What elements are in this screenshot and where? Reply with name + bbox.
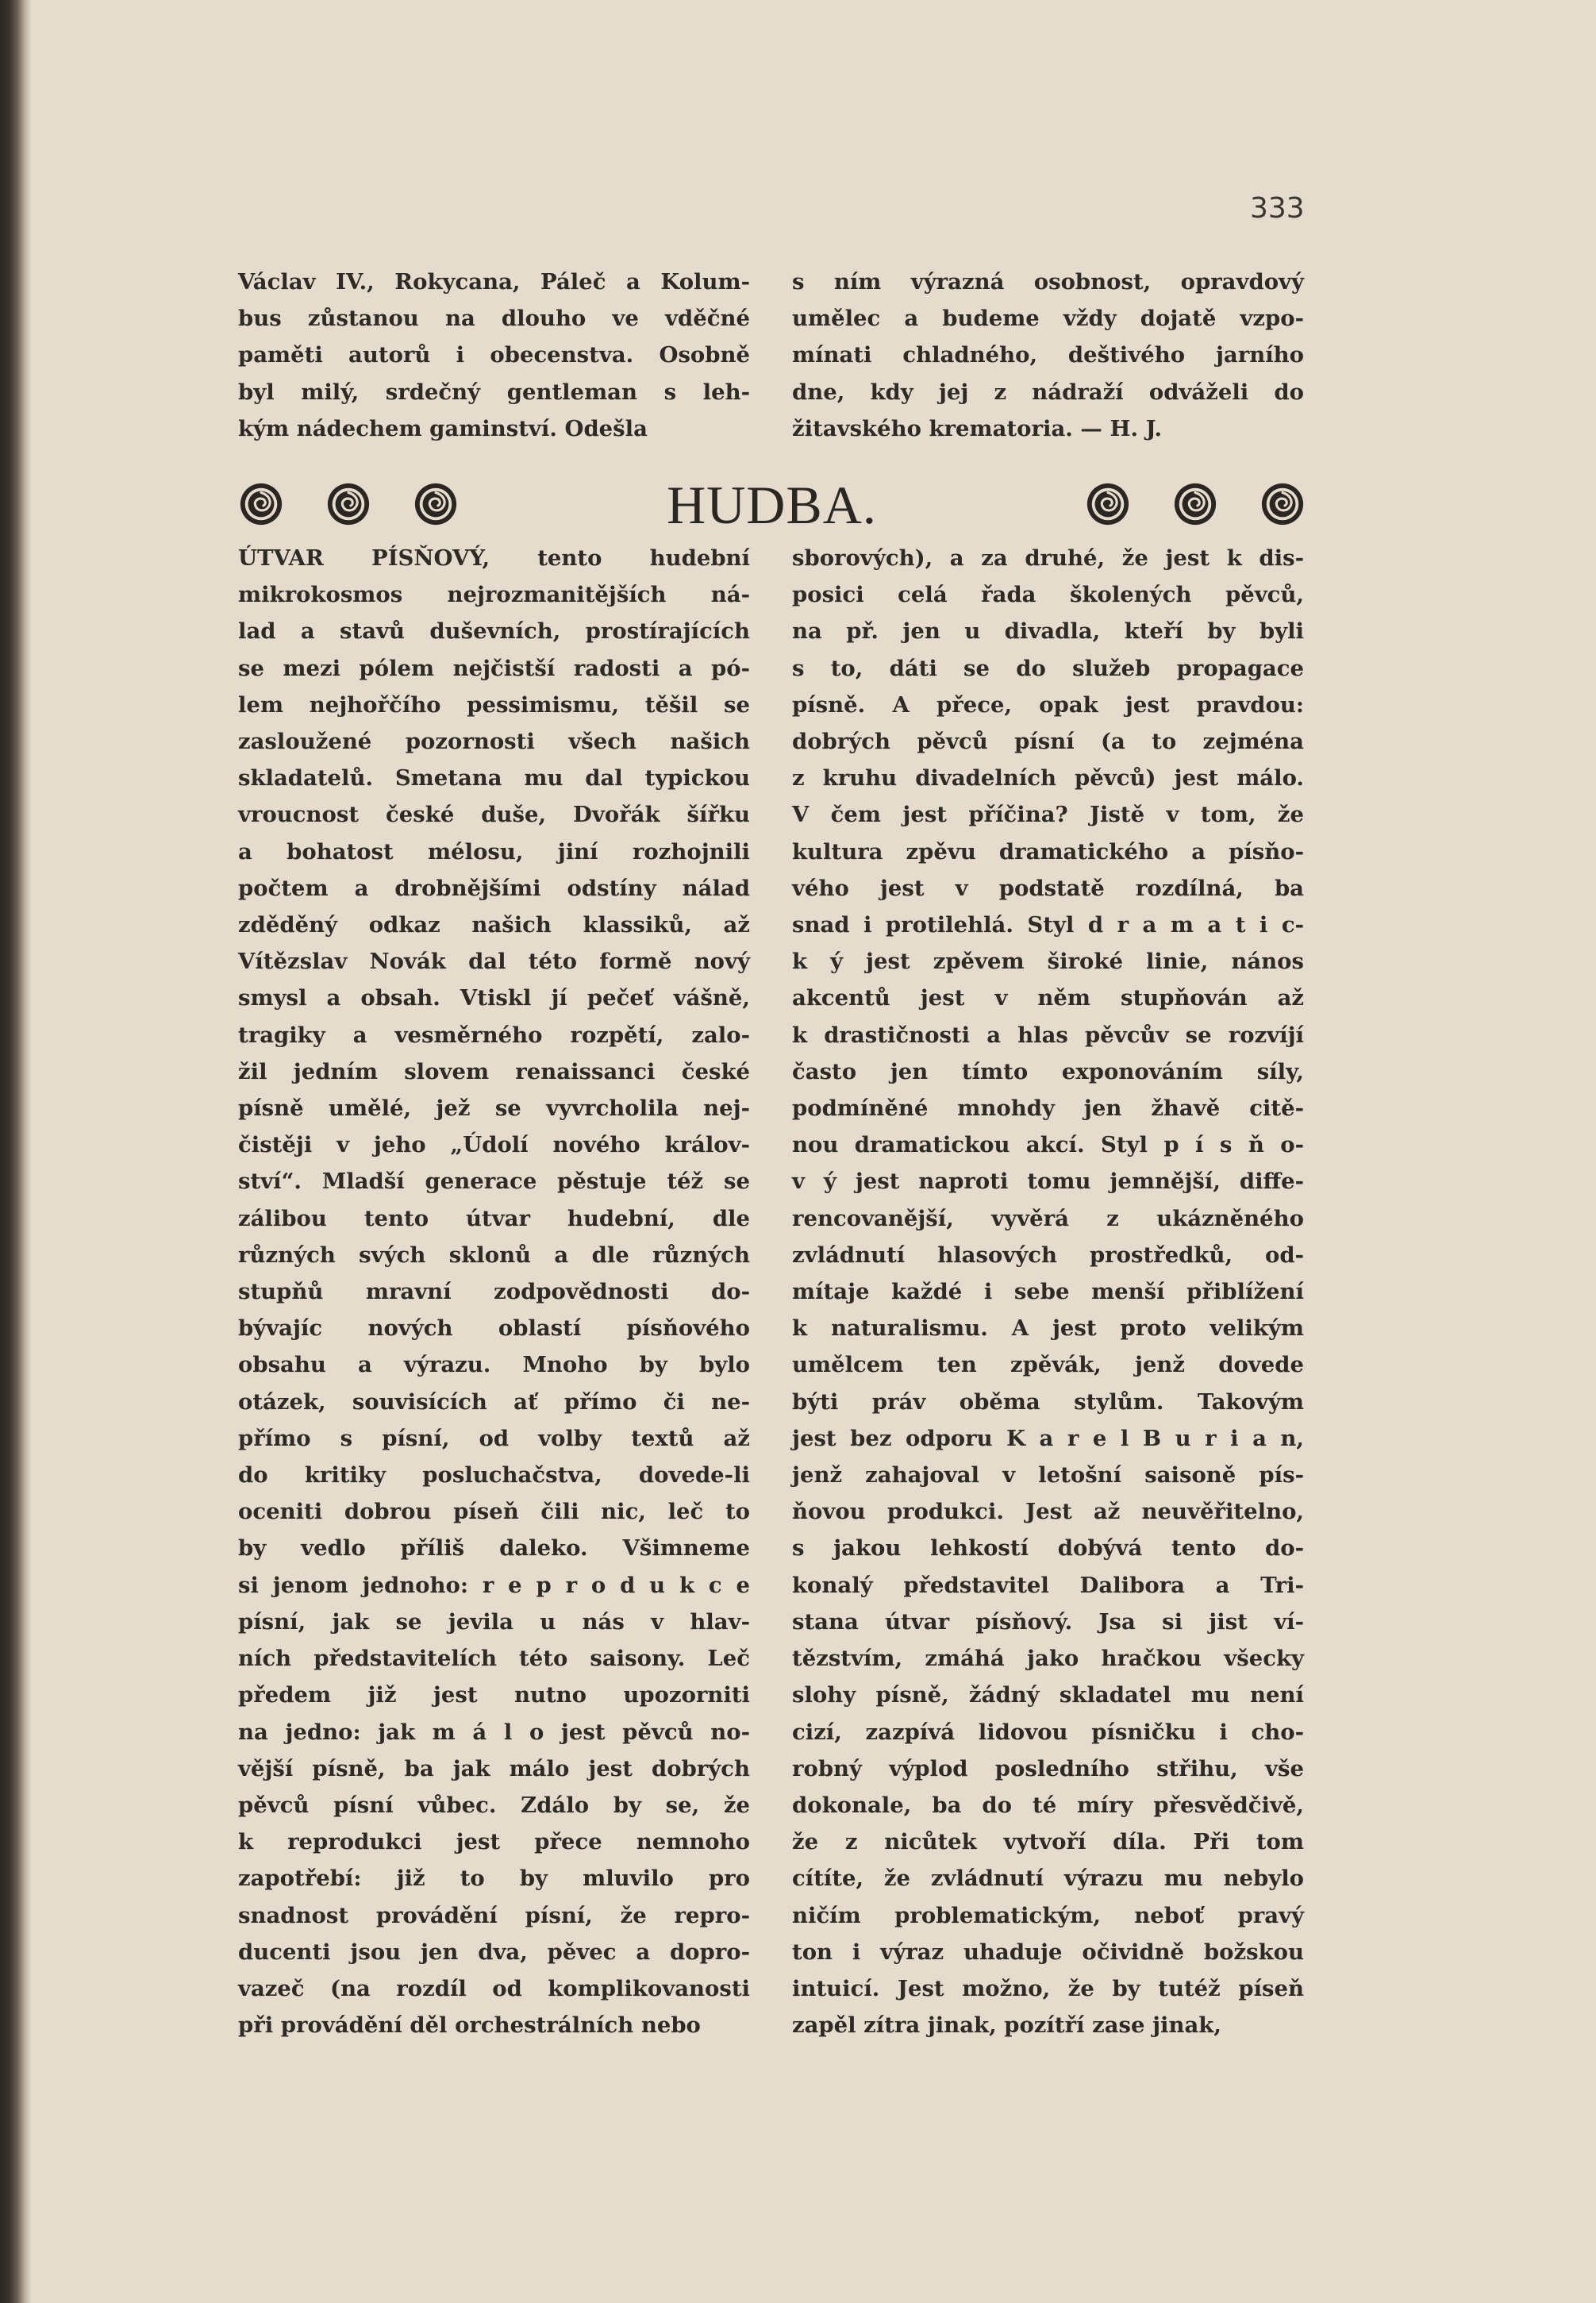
text-line: písně umělé, jež se vyvrcholila nej- — [238, 1096, 750, 1122]
text-line: cítíte, že zvládnutí výrazu mu nebylo — [792, 1866, 1304, 1892]
text-line: slohy písně, žádný skladatel mu není — [792, 1682, 1304, 1708]
text-line: při provádění děl orchestrálních nebo — [238, 2012, 701, 2039]
text-line: že z nicůtek vytvoří díla. Při tom — [792, 1829, 1304, 1855]
text-line: žil jedním slovem renaissanci české — [238, 1058, 750, 1084]
text-line: bývajíc nových oblastí písňového — [238, 1315, 750, 1342]
text-line: různých svých sklonů a dle různých — [238, 1242, 750, 1268]
text-line: předem již jest nutno upozorniti — [238, 1682, 750, 1708]
book-spine-shadow — [0, 0, 32, 2303]
text-line: často jen tímto exponováním síly, — [792, 1058, 1304, 1084]
text-line: smysl a obsah. Vtiskl jí pečeť vášně, — [238, 985, 750, 1011]
text-line: akcentů jest v něm stupňován až — [792, 985, 1304, 1011]
text-line: tězstvím, zmáhá jako hračkou všecky — [792, 1646, 1304, 1672]
text-line: počtem a drobnějšími odstíny nálad — [238, 875, 750, 901]
text-line: konalý představitel Dalibora a Tri- — [792, 1572, 1304, 1598]
text-line: vazeč (na rozdíl od komplikovanosti — [238, 1975, 750, 2001]
text-line: robný výplod posledního střihu, vše — [792, 1755, 1304, 1781]
text-line: ton i výraz uhaduje očividně božskou — [792, 1939, 1304, 1965]
text-line: ÚTVAR PÍSŇOVÝ, tento hudební — [238, 545, 750, 571]
text-line: jest bez odporu K a r e l B u r i a n, — [792, 1425, 1304, 1451]
text-line: stupňů mravní zodpovědnosti do- — [238, 1279, 750, 1305]
text-line: paměti autorů i obecenstva. Osobně — [238, 342, 750, 368]
text-line: s ním výrazná osobnost, opravdový — [792, 269, 1304, 295]
text-line: stana útvar písňový. Jsa si jist ví- — [792, 1608, 1304, 1635]
text-line: V čem jest příčina? Jistě v tom, že — [792, 802, 1304, 828]
text-line: a bohatost mélosu, jiní rozhojnili — [238, 838, 750, 865]
text-line: dokonale, ba do té míry přesvědčivě, — [792, 1792, 1304, 1818]
text-line: k drastičnosti a hlas pěvcův se rozvíjí — [792, 1022, 1304, 1048]
text-line: snadnost provádění písní, že repro- — [238, 1902, 750, 1928]
text-line: na jedno: jak m á l o jest pěvců no- — [238, 1719, 750, 1745]
section-heading-row — [238, 473, 1306, 537]
text-line: vého jest v podstatě rozdílná, ba — [792, 875, 1304, 901]
text-line: do kritiky posluchačstva, dovede-li — [238, 1462, 750, 1488]
text-line: k naturalismu. A jest proto velikým — [792, 1315, 1304, 1342]
text-line: nou dramatickou akcí. Styl p í s ň o- — [792, 1132, 1304, 1158]
text-line: se mezi pólem nejčistší radosti a pó- — [238, 655, 750, 681]
text-line: umělec a budeme vždy dojatě vzpo- — [792, 306, 1304, 332]
text-line: snad i protilehlá. Styl d r a m a t i c- — [792, 912, 1304, 938]
text-line: vější písně, ba jak málo jest dobrých — [238, 1755, 750, 1781]
text-line: dne, kdy jej z nádraží odváželi do — [792, 379, 1304, 405]
rosette-icon — [1085, 481, 1131, 527]
text-line: tragiky a vesměrného rozpětí, zalo- — [238, 1022, 750, 1048]
text-line: v ý jest naproti tomu jemnější, diffe- — [792, 1169, 1304, 1195]
text-line: lad a stavů duševních, prostírajících — [238, 618, 750, 645]
text-line: ství“. Mladší generace pěstuje též se — [238, 1169, 750, 1195]
text-line: jenž zahajoval v letošní saisoně pís- — [792, 1462, 1304, 1488]
page-number: 333 — [1250, 192, 1305, 225]
text-line: si jenom jednoho: r e p r o d u k c e — [238, 1572, 750, 1598]
text-line: z kruhu divadelních pěvců) jest málo. — [792, 765, 1304, 791]
rosette-icon — [1172, 481, 1218, 527]
text-line: žitavského krematoria. — H. J. — [792, 415, 1163, 441]
text-line: býti práv oběma stylům. Takovým — [792, 1388, 1304, 1415]
text-line: otázek, souvisících ať přímo či ne- — [238, 1388, 750, 1415]
text-line: s jakou lehkostí dobývá tento do- — [792, 1535, 1304, 1562]
text-line: vroucnost české duše, Dvořák šířku — [238, 802, 750, 828]
text-line: kým nádechem gaminství. Odešla — [238, 415, 648, 441]
text-line: Václav IV., Rokycana, Páleč a Kolum- — [238, 269, 750, 295]
top-left-column — [238, 264, 750, 447]
text-line: podmíněné mnohdy jen žhavě citě- — [792, 1096, 1304, 1122]
text-line: oceniti dobrou píseň čili nic, leč to — [238, 1499, 750, 1525]
text-line: zálibou tento útvar hudební, dle — [238, 1205, 750, 1231]
text-line: k reprodukci jest přece nemnoho — [238, 1829, 750, 1855]
text-line: mítaje každé i sebe menší přiblížení — [792, 1279, 1304, 1305]
text-line: cizí, zazpívá lidovou písničku i cho- — [792, 1719, 1304, 1745]
text-line: obsahu a výrazu. Mnoho by bylo — [238, 1352, 750, 1378]
text-line: ničím problematickým, neboť pravý — [792, 1902, 1304, 1928]
text-line: skladatelů. Smetana mu dal typickou — [238, 765, 750, 791]
text-line: rencovanější, vyvěrá z ukázněného — [792, 1205, 1304, 1231]
text-line: ních představitelích této saisony. Leč — [238, 1646, 750, 1672]
text-line: dobrých pěvců písní (a to zejména — [792, 729, 1304, 755]
text-line: sborových), a za druhé, že jest k dis- — [792, 545, 1304, 571]
text-line: ducenti jsou jen dva, pěvec a dopro- — [238, 1939, 750, 1965]
text-line: mínati chladného, deštivého jarního — [792, 342, 1304, 368]
text-line: přímo s písní, od volby textů až — [238, 1425, 750, 1451]
text-line: posici celá řada školených pěvců, — [792, 582, 1304, 608]
text-line: zděděný odkaz našich klassiků, až — [238, 912, 750, 938]
text-line: na př. jen u divadla, kteří by byli — [792, 618, 1304, 645]
text-line: zasloužené pozornosti všech našich — [238, 729, 750, 755]
text-line: Vítězslav Novák dal této formě nový — [238, 949, 750, 975]
top-right-column — [792, 264, 1304, 447]
section-heading: HUDBA. — [667, 475, 877, 535]
text-line: písní, jak se jevila u nás v hlav- — [238, 1608, 750, 1635]
text-line: ňovou produkci. Jest až neuvěřitelno, — [792, 1499, 1304, 1525]
main-right-column — [792, 540, 1304, 2043]
text-line: mikrokosmos nejrozmanitějších ná- — [238, 582, 750, 608]
text-line: by vedlo příliš daleko. Všimneme — [238, 1535, 750, 1562]
text-line: bus zůstanou na dlouho ve vděčné — [238, 306, 750, 332]
text-line: intuicí. Jest možno, že by tutéž píseň — [792, 1975, 1304, 2001]
text-line: byl milý, srdečný gentleman s leh- — [238, 379, 750, 405]
text-line: zvládnutí hlasových prostředků, od- — [792, 1242, 1304, 1268]
text-line: k ý jest zpěvem široké linie, nános — [792, 949, 1304, 975]
text-line: čistěji v jeho „Údolí nového králov- — [238, 1132, 750, 1158]
text-line: pěvců písní vůbec. Zdálo by se, že — [238, 1792, 750, 1818]
text-line: lem nejhořčího pessimismu, těšil se — [238, 691, 750, 718]
text-line: zapěl zítra jinak, pozítří zase jinak, — [792, 2012, 1221, 2039]
text-line: kultura zpěvu dramatického a písňo- — [792, 838, 1304, 865]
text-line: písně. A přece, opak jest pravdou: — [792, 691, 1304, 718]
text-line: umělcem ten zpěvák, jenž dovede — [792, 1352, 1304, 1378]
text-line: s to, dáti se do služeb propagace — [792, 655, 1304, 681]
rosette-icon — [1259, 481, 1306, 527]
main-left-column — [238, 540, 750, 2043]
text-line: zapotřebí: již to by mluvilo pro — [238, 1866, 750, 1892]
